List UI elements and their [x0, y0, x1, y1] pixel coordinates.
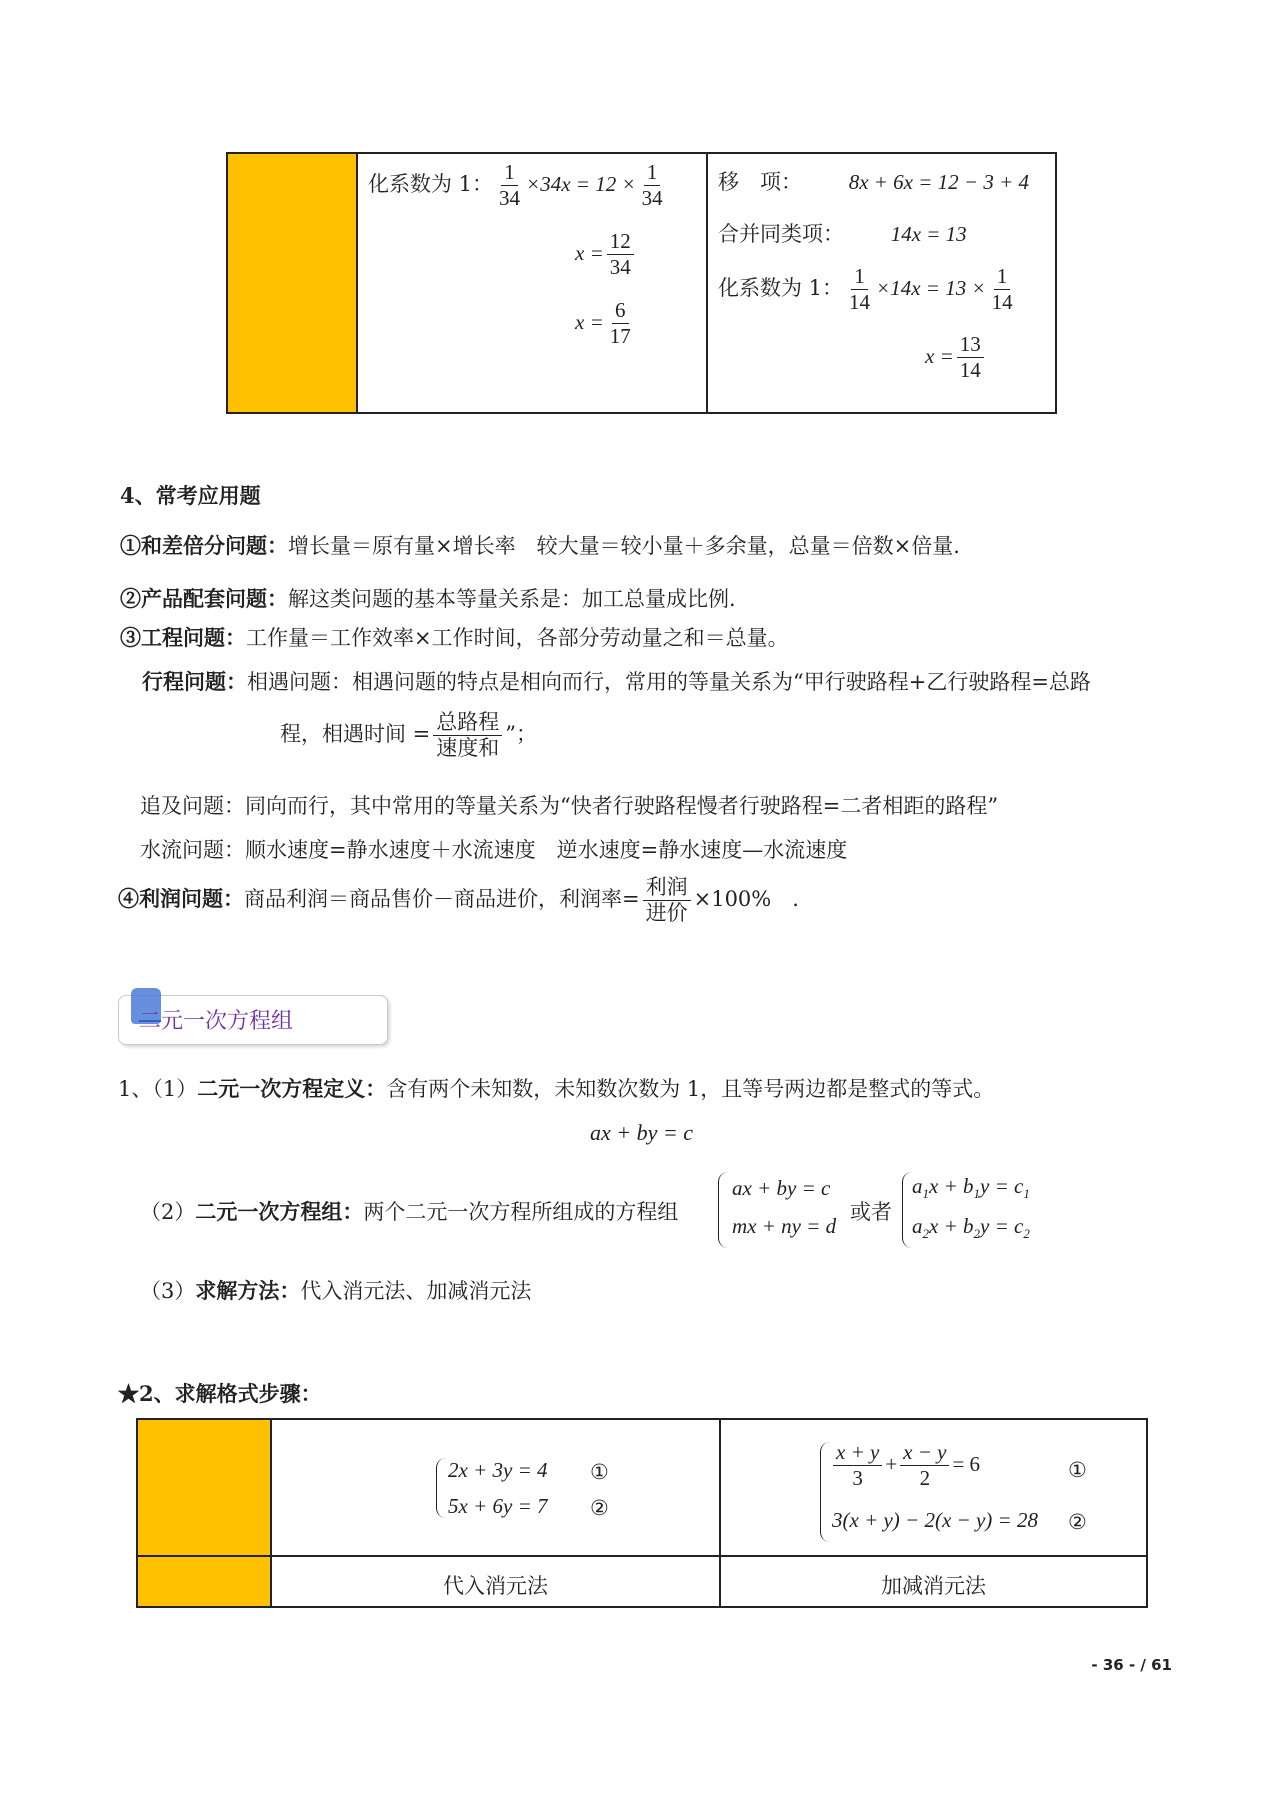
eq-mark-2: ② [590, 1496, 609, 1520]
def-equation: ax + by = c [590, 1120, 693, 1145]
def-linear-equation: 1、（1）二元一次方程定义：含有两个未知数，未知数次数为 1，且等号两边都是整式的等式。 [118, 1076, 995, 1101]
move-label: 移 项： [718, 170, 802, 194]
eq-mark-4: ② [1068, 1510, 1087, 1534]
item-water-flow: 水流问题：顺水速度=静水速度＋水流速度 逆水速度=静水速度—水流速度 [140, 838, 848, 862]
left-eq-1: 2x + 3y = 4 [448, 1458, 548, 1482]
left-eq-2: 5x + 6y = 7 [448, 1494, 548, 1518]
table1-accent-cell [227, 153, 356, 414]
move-equation: 8x + 6x = 12 − 3 + 4 [848, 170, 1030, 194]
table2-accent-cell-1 [137, 1419, 271, 1555]
system-general-eq-2: $a_2x + b_2y = c_2$ [912, 1214, 1030, 1242]
eq-mark-3: ① [1068, 1458, 1087, 1482]
system-general-eq-1: $a_1x + b_1y = c_1$ [912, 1174, 1030, 1202]
result-fraction: $\frac{13}{14}$ [957, 332, 984, 383]
solving-methods: （3）求解方法：代入消元法、加减消元法 [140, 1278, 532, 1303]
coef-equation: ×34x = 12 × [526, 172, 636, 197]
item-engineering: ③工程问题：工作量＝工作效率×工作时间，各部分劳动量之和＝总量。 [120, 625, 789, 650]
combine-label: 合并同类项： [718, 222, 844, 246]
right-eq-1: $\frac{x + y}{3}$ + $\frac{x - y}{2}$ = 6 [830, 1440, 980, 1491]
system-eq-1: ax + by = c [732, 1176, 831, 1200]
system-brace-1 [718, 1172, 729, 1248]
table2-accent-cell-2 [137, 1557, 271, 1607]
step-fraction: $\frac{6}{17}$ [609, 298, 631, 349]
item-chase: 追及问题：同向而行，其中常用的等量关系为“快者行驶路程慢者行驶路程=二者相距的路程” [140, 794, 999, 818]
method-elimination: 加减消元法 [881, 1574, 986, 1598]
steps-heading: ★2、求解格式步骤： [118, 1381, 322, 1406]
step-fraction: $\frac{12}{34}$ [607, 229, 634, 280]
right-eq-2: 3(x + y) − 2(x − y) = 28 [832, 1508, 1038, 1532]
eq-mark-1: ① [590, 1460, 609, 1484]
combine-equation: 14x = 13 [890, 222, 967, 246]
section-tab [118, 995, 388, 1045]
item-profit: ④利润问题：商品利润＝商品售价－商品进价，利润率= $\frac{\text{利润}}{\text{进价}}$ ×100% . [118, 875, 799, 926]
item-travel: 行程问题：相遇问题：相遇问题的特点是相向而行，常用的等量关系为“甲行驶路程+乙行驶路程=总路 [142, 669, 1091, 694]
coef-label: 化系数为 1： [368, 172, 494, 197]
section-tab-label: 二元一次方程组 [139, 1009, 294, 1034]
system-or: 或者 [850, 1200, 892, 1224]
item-product-matching: ②产品配套问题：解这类问题的基本等量关系是：加工总量成比例. [120, 586, 736, 611]
page-number: - 36 - / 61 [1091, 1656, 1172, 1674]
def-linear-system: （2）二元一次方程组：两个二元一次方程所组成的方程组 [140, 1199, 679, 1224]
system-eq-2: mx + ny = d [732, 1214, 837, 1238]
section-heading-applications: 4、常考应用题 [120, 483, 261, 508]
item-sum-difference: ①和差倍分问题：增长量＝原有量×增长率 较大量＝较小量＋多余量，总量＝倍数×倍量. [120, 533, 960, 558]
left-system-brace [436, 1458, 447, 1518]
travel-formula: 程，相遇时间 = $\frac{\text{总路程}}{\text{速度和}}$ ”； [280, 710, 538, 761]
method-substitution: 代入消元法 [443, 1574, 548, 1598]
